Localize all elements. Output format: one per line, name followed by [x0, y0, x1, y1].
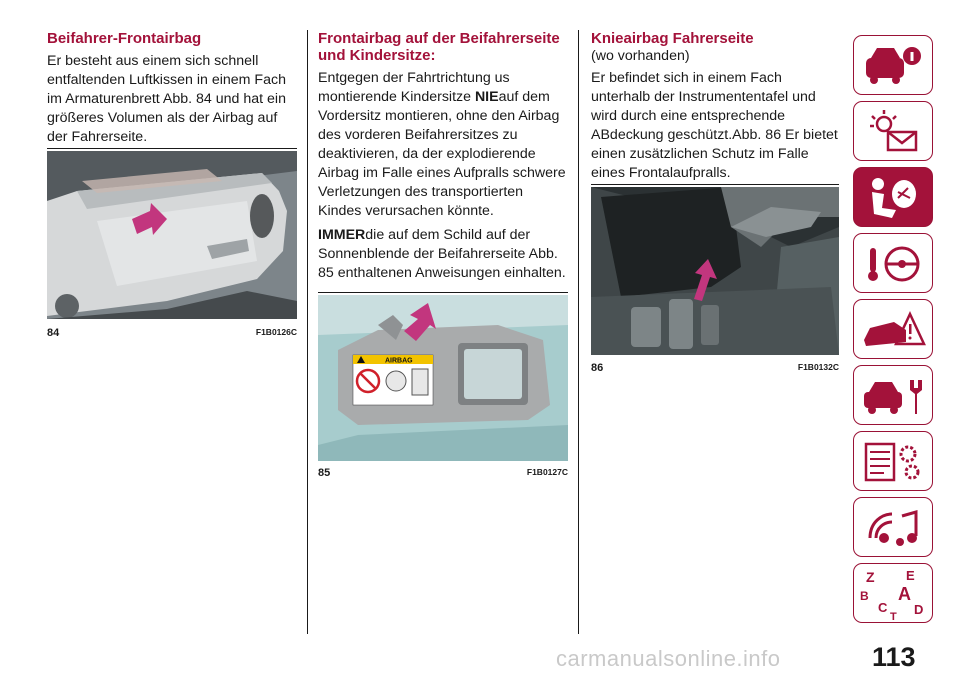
figure-number: 84 — [47, 327, 60, 339]
body-text: Er befindet sich in einem Fach unterhalb der Instrumententafel und wird durch eine entsprechende ABdeckung geschützt.Abb. 86 Er bietet einen zusätzlichen Schutz im Falle eines Frontalaufpralls. — [591, 70, 838, 181]
tab-dashboard-lights[interactable] — [853, 101, 933, 161]
steering-wheel-icon — [854, 234, 934, 294]
car-warning-icon — [854, 300, 934, 360]
figure-code: F1B0126C — [255, 327, 297, 337]
multimedia-icon — [854, 498, 934, 558]
tab-safety[interactable] — [853, 167, 933, 227]
airbag-seat-icon — [854, 168, 934, 228]
figure-85 — [318, 292, 568, 479]
index-letter: Z — [866, 569, 875, 585]
column-1 — [47, 30, 297, 147]
index-letter: T — [890, 611, 897, 623]
figure-84 — [47, 148, 297, 339]
column-divider — [307, 30, 308, 634]
index-letter: A — [898, 584, 911, 604]
section-title: Beifahrer-Frontairbag — [47, 30, 202, 47]
tab-starting-driving[interactable] — [853, 233, 933, 293]
figure-code: F1B0132C — [797, 362, 839, 372]
index-letter: D — [914, 602, 924, 617]
dashboard-lights-icon — [854, 102, 934, 162]
column-3 — [591, 30, 841, 183]
emphasis: IMMER — [318, 227, 366, 243]
section-title: Knieairbag Fahrerseite — [591, 30, 754, 47]
index-letter: C — [878, 600, 888, 615]
index-letter: B — [860, 589, 869, 603]
car-info-icon — [854, 36, 934, 96]
emphasis: NIE — [474, 89, 499, 105]
text-run: die auf dem Schild auf der Sonnenblende der Beifahrerseite Abb. 85 enthaltenen Anweisungen einhalten. — [318, 227, 566, 281]
tab-car-info[interactable] — [853, 35, 933, 95]
text-run: Entgegen der Fahrtrichtung us montierende Kindersitze — [318, 70, 510, 105]
index-letter: E — [906, 568, 915, 583]
airbag-label: AIRBAG — [385, 357, 413, 365]
body-text — [318, 226, 570, 283]
column-divider — [578, 30, 579, 634]
body-text: Er besteht aus einem sich schnell entfaltenden Luftkissen in einem Fach im Armaturenbrett Abb. 84 und hat ein größeres Volumen als der Airbag auf der Fahrerseite. — [47, 53, 286, 145]
section-subtitle: (wo vorhanden) — [591, 48, 690, 64]
column-2 — [318, 30, 570, 283]
page-number: 113 — [872, 642, 916, 672]
figure-number: 86 — [591, 362, 604, 374]
index-letters-icon — [854, 564, 934, 624]
sun-visor-photo — [318, 295, 568, 461]
knee-airbag-photo — [591, 187, 839, 355]
watermark: carmanualsonline.info — [556, 646, 781, 671]
figure-86 — [591, 184, 839, 373]
tab-technical-data[interactable] — [853, 431, 933, 491]
body-text — [318, 69, 570, 221]
text-run: auf dem Vordersitz montieren, ohne den Airbag des vorderen Beifahrersitzes zu deaktivieren, da der explodierende Airbag im Falle eines Aufpralls schwere Verletzungen des transportierten Kindes verursachen könnte. — [318, 89, 566, 219]
tab-emergency[interactable] — [853, 299, 933, 359]
technical-data-icon — [854, 432, 934, 492]
figure-code: F1B0127C — [526, 467, 568, 477]
tab-service[interactable] — [853, 365, 933, 425]
section-title: Frontairbag auf der Beifahrerseite und Kindersitze: — [318, 30, 560, 64]
tab-multimedia[interactable] — [853, 497, 933, 557]
tab-index[interactable] — [853, 563, 933, 623]
car-service-icon — [854, 366, 934, 426]
dashboard-photo — [47, 151, 297, 319]
figure-number: 85 — [318, 467, 331, 479]
